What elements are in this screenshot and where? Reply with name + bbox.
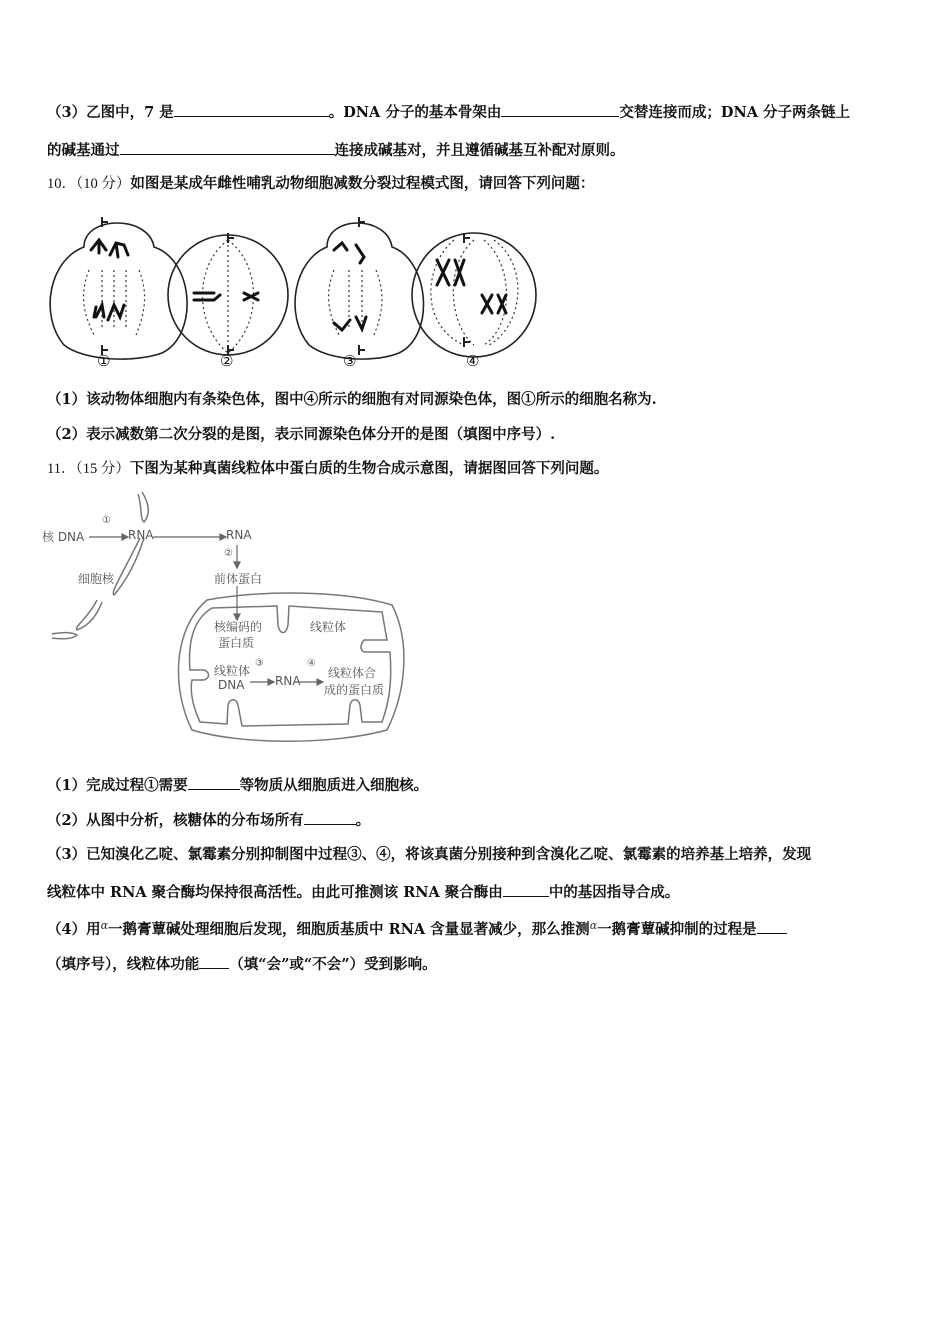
answer-blank[interactable] (199, 954, 229, 969)
nuclear-envelope (138, 492, 148, 522)
sub-question-text: （4）用 (47, 921, 101, 938)
answer-blank[interactable] (174, 102, 329, 117)
alpha-symbol: α (589, 919, 598, 932)
answer-blank[interactable] (757, 919, 787, 934)
label-nucleus: 细胞核 (78, 572, 115, 586)
q10-sub1 (47, 390, 657, 410)
q9-part3-text: 。DNA 分子的基本骨架由 (328, 104, 502, 121)
label-step-1: ① (102, 515, 111, 526)
q9-part3-text: 交替连接而成；DNA 分子两条链上 (619, 104, 851, 121)
label-mitochondrion: 线粒体 (310, 620, 347, 634)
sub-question-text: （填序号），线粒体功能 (47, 956, 200, 973)
meiosis-figure (44, 205, 544, 373)
label-mito-dna-2: DNA (218, 678, 245, 692)
q11-sub2 (47, 810, 370, 831)
question-score: （15 分） (75, 461, 130, 477)
sub-question-text: 。 (355, 812, 371, 829)
question-score: （10 分） (76, 176, 131, 192)
q9-part3-text: 连接成碱基对，并且遵循碱基互补配对原则。 (334, 142, 625, 159)
question-number: 11． (47, 461, 76, 477)
q9-part3-line1 (47, 102, 850, 123)
answer-blank[interactable] (503, 882, 549, 897)
label-nuclear-encoded-protein: 核编码的 (214, 620, 263, 634)
label-rna-2: RNA (226, 528, 252, 542)
figure-label-2: ② (220, 352, 234, 370)
q9-part3-text: （3）乙图中，7 是 (47, 104, 174, 121)
label-precursor-protein: 前体蛋白 (214, 572, 263, 586)
question-stem: 如图是某成年雌性哺乳动物细胞减数分裂过程模式图，请回答下列问题： (130, 175, 595, 192)
label-mito-protein: 线粒体合 (328, 666, 377, 680)
figure-label-1: ① (97, 352, 111, 370)
q11-sub3-line1 (47, 845, 811, 865)
sub-question-text: 一鹅膏蕈碱处理细胞后发现，细胞质基质中 RNA 含量显著减少，那么推测 (108, 921, 590, 938)
label-rna-1: RNA (128, 528, 154, 542)
q11-stem (47, 459, 608, 479)
label-mito-dna: 线粒体 (214, 664, 251, 678)
sub-question-text: （2）表示减数第二次分裂的是图，表示同源染色体分开的是图（填图中序号）. (47, 426, 556, 443)
answer-blank[interactable] (501, 102, 619, 117)
sub-question-text: 一鹅膏蕈碱抑制的过程是 (597, 921, 757, 938)
sub-question-text: 中的基因指导合成。 (548, 884, 680, 901)
sub-question-text: 等物质从细胞质进入细胞核。 (239, 777, 429, 794)
sub-question-text: （填“会”或“不会”）受到影响。 (229, 956, 437, 973)
q9-part3-text: 的碱基通过 (47, 142, 120, 159)
cell-3-outline (295, 223, 423, 359)
sub-question-text: （2）从图中分析，核糖体的分布场所有 (47, 812, 304, 829)
q11-sub4-line1 (47, 916, 787, 940)
sub-question-text: （1）完成过程①需要 (47, 777, 188, 794)
label-nuclear-encoded-protein-2: 蛋白质 (218, 636, 255, 650)
sub-question-text: （3）已知溴化乙啶、氯霉素分别抑制图中过程③、④，将该真菌分别接种到含溴化乙啶、氯霉素的培养基上培养，发现 (47, 846, 812, 863)
answer-blank[interactable] (188, 775, 240, 790)
figure-label-3: ③ (343, 352, 357, 370)
q10-sub2 (47, 425, 555, 445)
answer-blank[interactable] (304, 810, 356, 825)
label-rna-3: RNA (275, 674, 301, 688)
question-number: 10． (47, 176, 76, 192)
label-nuclear-dna: 核 DNA (42, 530, 85, 544)
answer-blank[interactable] (120, 140, 335, 155)
label-mito-protein-2: 成的蛋白质 (324, 683, 385, 697)
sub-question-text: 线粒体中 RNA 聚合酶均保持很高活性。由此可推测该 RNA 聚合酶由 (47, 884, 503, 901)
q11-sub3-line2 (47, 882, 679, 903)
q11-sub1 (47, 775, 428, 796)
alpha-symbol: α (100, 919, 109, 932)
figure-label-4: ④ (466, 352, 480, 370)
label-step-4: ④ (307, 658, 316, 669)
mitochondria-protein-diagram (42, 490, 422, 750)
q10-stem (47, 174, 594, 194)
sub-question-text: （1）该动物体细胞内有条染色体，图中④所示的细胞有对同源染色体，图①所示的细胞名称为. (47, 391, 657, 408)
label-step-2: ② (224, 548, 233, 559)
q11-sub4-line2 (47, 954, 437, 975)
question-stem: 下图为某种真菌线粒体中蛋白质的生物合成示意图，请据图回答下列问题。 (129, 460, 609, 477)
label-step-3: ③ (255, 658, 264, 669)
q9-part3-line2 (47, 140, 625, 161)
